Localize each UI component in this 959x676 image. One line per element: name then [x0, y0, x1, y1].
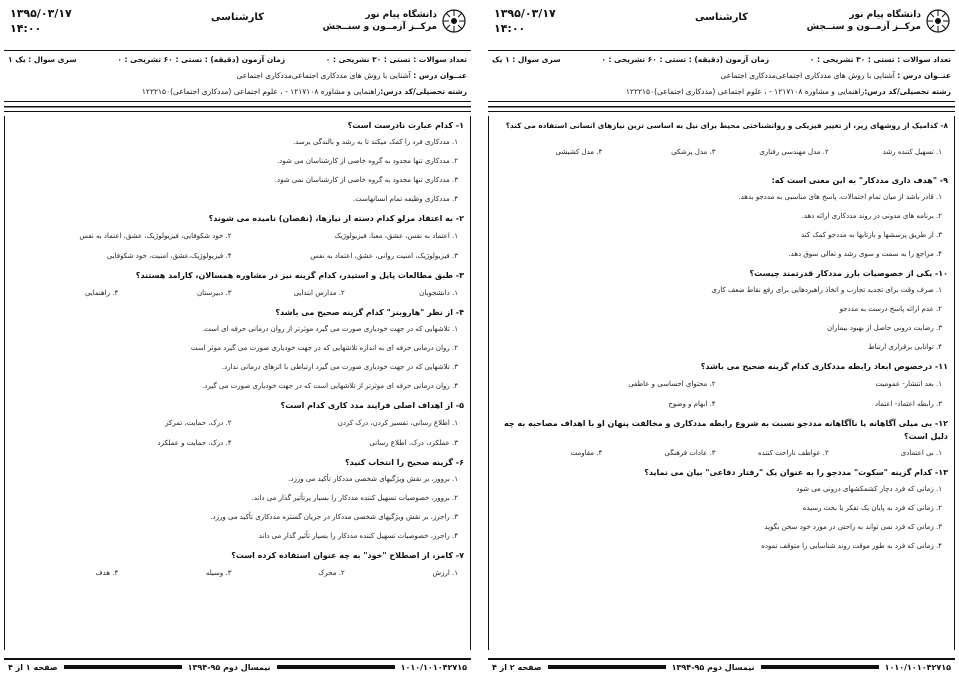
page-header [488, 2, 955, 48]
option[interactable]: ۱. اعتماد به نفس، عشق، معنا، فیزیولوژیک [334, 232, 458, 240]
questions [4, 116, 471, 650]
option[interactable]: ۱. بی اعتمادی [900, 449, 942, 457]
exam-date: ۱۳۹۵/۰۳/۱۷ [10, 7, 72, 20]
exam-page-1 [4, 2, 471, 674]
option[interactable]: ۳. رابطه اعتماد- اعتماد [874, 400, 942, 408]
page-footer [488, 658, 955, 674]
option[interactable]: ۲. مددکاری تنها محدود به گروه خاصی از کارشناسان می شود. [277, 157, 458, 165]
option[interactable]: ۱. تسهیل کننده رشد [882, 148, 942, 156]
option[interactable]: ۴. مددکاری وظیفه تمام انسانهاست. [352, 195, 458, 203]
option[interactable]: ۲. بروور، خصوصیات تسهیل کننده مددکار را بسیار پرتأثیر گذار می داند. [251, 494, 458, 502]
question-5: ۵- از اهداف اصلی فرایند مدد کاری کدام است؟ [280, 401, 464, 410]
questions [488, 116, 955, 650]
exam-code: ۱۰۱۰/۱۰۱۰۴۲۷۱۵ [400, 662, 467, 672]
page-header [4, 2, 471, 48]
option[interactable]: ۲. خود شکوفایی، فیزیولوژیک، عشق، اعتماد به نفس [79, 232, 232, 240]
center-name: مرکــز آزمــون و سنــجش [322, 22, 437, 32]
option[interactable]: ۱. دانشجویان [419, 289, 458, 297]
option[interactable]: ۲. عواطف ناراحت کننده [758, 449, 829, 457]
option[interactable]: ۲. مدارس ابتدایی [293, 289, 345, 297]
exam-time: ۱۴:۰۰ [10, 22, 42, 35]
course-label: عنــوان درس : [897, 71, 951, 80]
field-label: رشته تحصیلی/کد درس: [864, 87, 951, 96]
option[interactable]: ۴. ابهام و وضوح [668, 400, 716, 408]
option[interactable]: ۴. راجرز، خصوصیات تسهیل کننده مددکار را بسیار تأثیر گذار می داند [258, 532, 458, 540]
option[interactable]: ۳. تلاشهایی که در جهت خودیاری صورت می گیرد ارتباطی با اثرهای درمانی ندارد. [221, 363, 458, 371]
semester: نیمسال دوم ۹۵-۱۳۹۴ [187, 662, 271, 672]
field-name: راهنمایی و مشاوره ۱۲۱۷۱۰۸ - ، علوم اجتماعی (مددکاری اجتماعی)۱۲۲۲۱۵۰ [141, 87, 381, 96]
page-number: صفحه ۱ از ۴ [7, 662, 58, 672]
option[interactable]: ۱. بروور، بر نقش ویژگیهای شخصی مددکار تأکید می ورزد. [288, 475, 458, 483]
option[interactable]: ۳. فیزیولوژیک، امنیت روانی، عشق، اعتماد به نفس [310, 252, 458, 260]
option[interactable]: ۴. زمانی که فرد به طور موقت روند شناسایی را متوقف نموده [761, 542, 942, 550]
option[interactable]: ۴. مراجع را به سمت و سوی رشد و تعالی سوق دهد. [788, 250, 942, 258]
question-4: ۴- از نظر "هاروبنز" کدام گزینه صحیح می باشد؟ [275, 308, 464, 317]
option[interactable]: ۱. ارزش [432, 569, 458, 577]
num-questions: تعداد سوالات : تستی : ۳۰ تشریحی : ۰ [809, 55, 951, 64]
option[interactable]: ۴. مدل کشیشی [555, 148, 603, 156]
option[interactable]: ۱. صرف وقت برای تجدید تجارب و اتخاذ راهبردهایی برای رفع نقاط ضعف کاری [711, 286, 942, 294]
semester: نیمسال دوم ۹۵-۱۳۹۴ [671, 662, 755, 672]
exam-info [488, 50, 955, 102]
num-questions: تعداد سوالات : تستی : ۳۰ تشریحی : ۰ [325, 55, 467, 64]
degree-title: کارشناسی [211, 12, 264, 23]
option[interactable]: ۱. بعد انتشار- عمومیت [875, 380, 942, 388]
footer-rule [64, 665, 182, 669]
option[interactable]: ۴. راهنمایی [84, 289, 119, 297]
field-name: راهنمایی و مشاوره ۱۲۱۷۱۰۸ - ، علوم اجتماعی (مددکاری اجتماعی)۱۲۲۲۱۵۰ [625, 87, 865, 96]
question-8: ۸- کدامیک از روشهای زیر، از تغییر فیزیکی و روانشناختی محیط برای نیل به اساسی ترین نیازهای انسانی استفاده می کند؟ [505, 121, 948, 130]
option[interactable]: ۴. هدف [95, 569, 119, 577]
question-9: ۹- "هدف داری مددکار" به این معنی است که: [771, 176, 948, 185]
question-3: ۳- طبق مطالعات پایل و استیدر، کدام گزینه نیز در مشاوره همسالان، کارامد هستند؟ [135, 271, 464, 280]
university-name: دانشگاه پیام نور [849, 10, 921, 20]
option[interactable]: ۴. مقاومت [570, 449, 603, 457]
option[interactable]: ۳. از طریق پرسشها و بازتابها به مددجو کمک کند [800, 231, 942, 239]
question-7: ۷- کامز، از اصطلاح "خود" به چه عنوان استفاده کرده است؟ [231, 551, 464, 560]
question-12: ۱۲- بی میلی آگاهانه یا ناآگاهانه مددجو نسبت به شروع رابطه مددکاری و مخالفت پنهان او با اهداف مصاحبه به چه دلیل است؟ [503, 419, 948, 441]
exam-info [4, 50, 471, 102]
page-number: صفحه ۲ از ۴ [491, 662, 542, 672]
series: سری سوال : یک ۱ [8, 55, 77, 64]
footer-rule [277, 665, 395, 669]
page-footer [4, 658, 471, 674]
option[interactable]: ۴. فیزیولوژیک،عشق، امنیت، خود شکوفایی [106, 252, 232, 260]
option[interactable]: ۴. توانایی برقراری ارتباط [868, 343, 942, 351]
question-1: ۱- کدام عبارت نادرست است؟ [347, 121, 464, 130]
university-name: دانشگاه پیام نور [365, 10, 437, 20]
exam-page-2 [488, 2, 955, 674]
option[interactable]: ۲. محرک [318, 569, 345, 577]
question-13: ۱۳- کدام گزینه "سکوت" مددجو را به عنوان یک "رفتار دفاعی" بیان می نماید؟ [644, 468, 948, 477]
option[interactable]: ۳. رضایت درونی حاصل از بهبود بیماران [826, 324, 942, 332]
option[interactable]: ۳. مددکاری تنها محدود به گروه خاصی از کارشناسان نمی شود. [274, 176, 458, 184]
option[interactable]: ۲. محتوای احساسی و عاطفی [628, 380, 716, 388]
series: سری سوال : ۱ یک [492, 55, 561, 64]
exam-date-time [494, 6, 556, 36]
footer-rule [761, 665, 879, 669]
divider [488, 106, 955, 112]
question-11: ۱۱- درخصوص ابعاد رابطه مددکاری کدام گزینه صحیح می باشد؟ [700, 362, 948, 371]
option[interactable]: ۱. زمانی که فرد دچار کشمکشهای درونی می شود [796, 485, 942, 493]
center-name: مرکــز آزمــون و سنــجش [806, 22, 921, 32]
option[interactable]: ۳. راجرز، بر نقش ویژگیهای شخصی مددکار در جریان گستره مددکاری تأکید می ورزد. [210, 513, 458, 521]
option[interactable]: ۲. برنامه های مدونی در روند مددکاری ارائه دهد. [801, 212, 942, 220]
option[interactable]: ۱. قادر باشد از میان تمام احتمالات، پاسخ های مناسبی به مددجو بدهد. [738, 193, 942, 201]
course-name: آشنایی با روش های مددکاری اجتماعی‌مددکاری اجتماعی [236, 71, 411, 80]
course-name: آشنایی با روش های مددکاری اجتماعی‌مددکاری اجتماعی [720, 71, 895, 80]
exam-date: ۱۳۹۵/۰۳/۱۷ [494, 7, 556, 20]
question-6: ۶- گزینه صحیح را انتخاب کنید؟ [344, 458, 464, 467]
exam-code: ۱۰۱۰/۱۰۱۰۴۲۷۱۵ [884, 662, 951, 672]
option[interactable]: ۴. درک، حمایت و عملکرد [157, 439, 232, 447]
question-10: ۱۰- یکی از خصوصیات بارز مددکار قدرتمند چیست؟ [749, 269, 948, 278]
exam-time: ۱۴:۰۰ [494, 22, 526, 35]
option[interactable]: ۲. عدم ارائه پاسخ درست به مددجو [839, 305, 942, 313]
option[interactable]: ۳. مدل پزشکی [671, 148, 716, 156]
duration: زمان آزمون (دقیقه) : تستی : ۶۰ تشریحی : ۰ [117, 55, 286, 64]
option[interactable]: ۳. وسیله [205, 569, 232, 577]
option[interactable]: ۱. اطلاع رسانی، تفسیر کردن، درک کردن [337, 419, 458, 427]
option[interactable]: ۲. زمانی که فرد به پایان یک تفکر یا بحث رسیده [802, 504, 942, 512]
option[interactable]: ۲. درک، حمایت، تمرکز [165, 419, 232, 427]
option[interactable]: ۴. روان درمانی حرفه ای موثرتر از تلاشهایی است که در جهت خودیاری صورت می گیرد. [202, 382, 458, 390]
option[interactable]: ۳. زمانی که فرد نمی تواند به راحتی در مورد خود سخن بگوید [764, 523, 942, 531]
question-2: ۲- به اعتقاد مزلو کدام دسته از نیازها، (نقصان) نامیده می شوند؟ [208, 214, 464, 223]
option[interactable]: ۳. عادات فرهنگی [664, 449, 716, 457]
option[interactable]: ۳. دبیرستان [196, 289, 232, 297]
footer-rule [548, 665, 666, 669]
course-label: عنــوان درس : [413, 71, 467, 80]
option[interactable]: ۱. مددکاری فرد را کمک میکند تا به رشد و بالندگی برسد. [293, 138, 458, 146]
option[interactable]: ۳. عملکرد، درک، اطلاع رسانی [369, 439, 458, 447]
divider [4, 106, 471, 112]
degree-title: کارشناسی [695, 12, 748, 23]
option[interactable]: ۲. مدل مهندسی رفتاری [759, 148, 829, 156]
option[interactable]: ۲. روان درمانی حرفه ای به اندازه تلاشهایی که در جهت خودیاری صورت می گیرد موثر است [190, 344, 458, 352]
duration: زمان آزمون (دقیقه) : تستی : ۶۰ تشریحی : ۰ [601, 55, 770, 64]
exam-date-time [10, 6, 72, 36]
field-label: رشته تحصیلی/کد درس: [380, 87, 467, 96]
option[interactable]: ۱. تلاشهایی که در جهت خودیاری صورت می گیرد موثرتر از روان درمانی حرفه ای است. [202, 325, 458, 333]
